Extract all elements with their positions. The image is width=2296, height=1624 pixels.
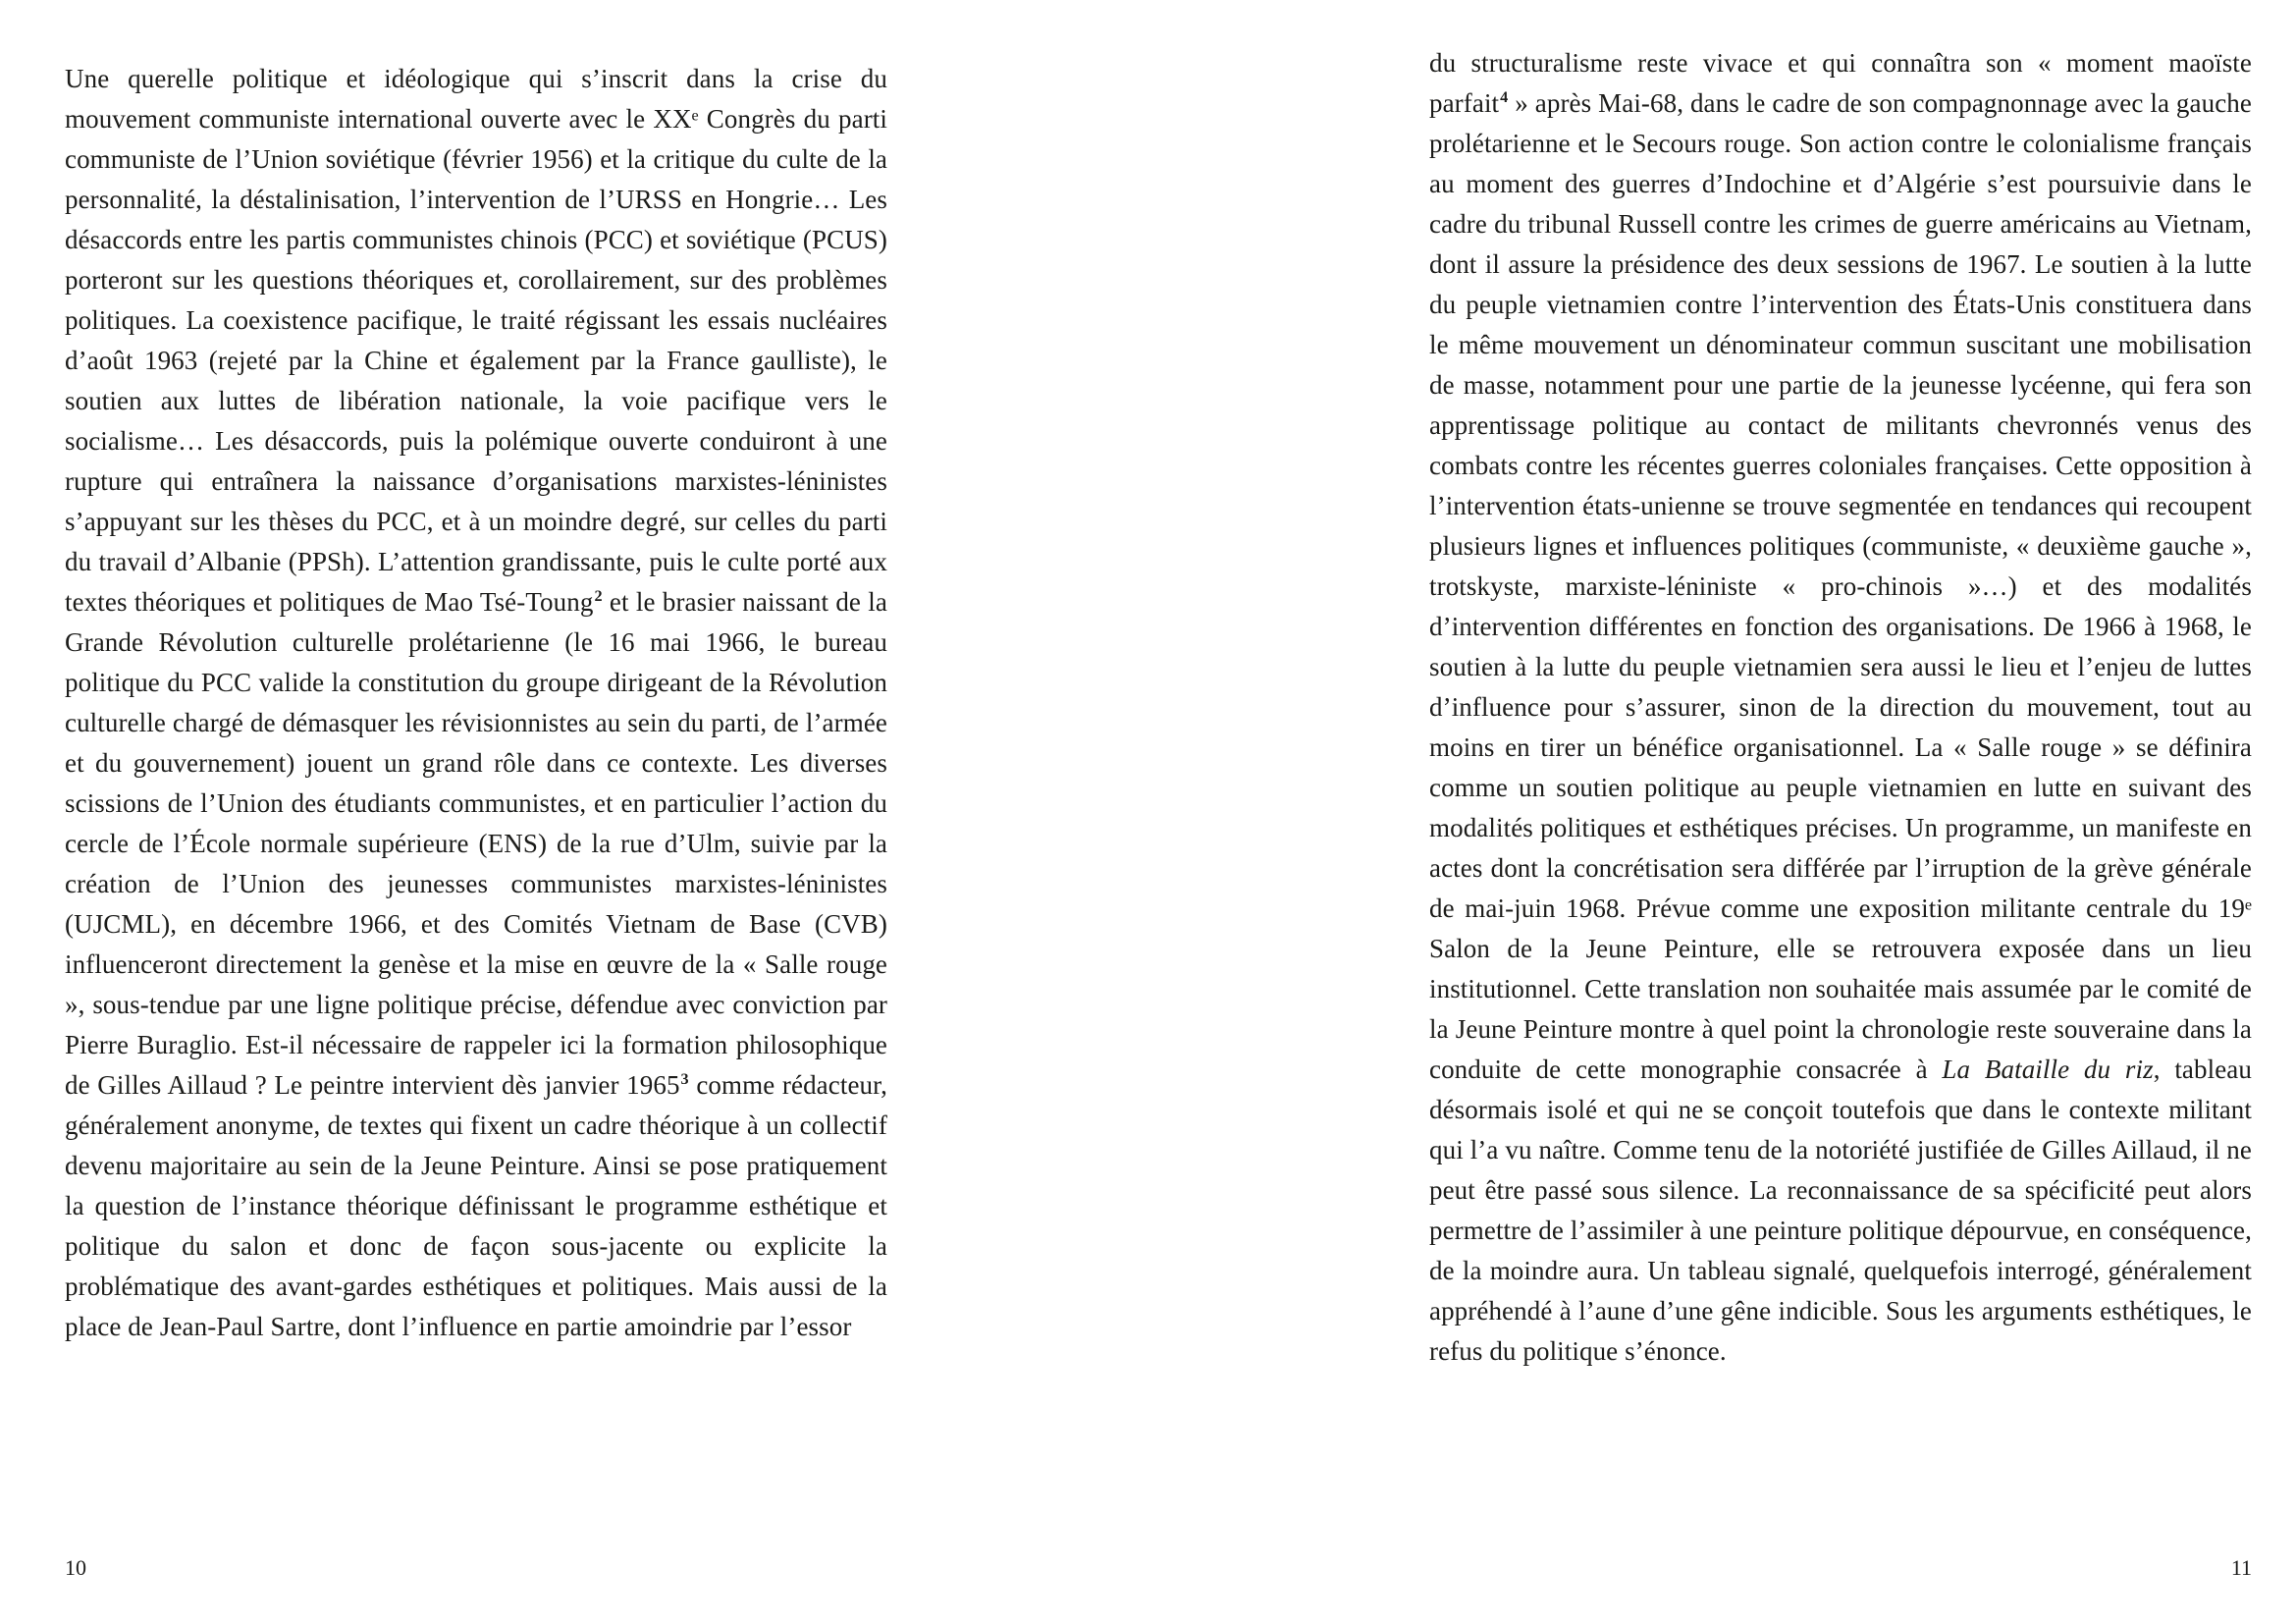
footnote-reference-4: 4 — [1500, 88, 1509, 106]
left-page-paragraph — [65, 59, 887, 1347]
text-segment: du structuralisme reste vivace et qui connaîtra son « moment maoïste parfait — [1429, 48, 2252, 118]
text-segment: Une querelle politique et idéologique qui s’inscrit dans la crise du mouvement communiste international ouverte avec le XXᵉ Congrès du parti communiste de l’Union soviétique (février 1956) et la critique du culte de la personnalité, la déstalinisation, l’intervention de l’URSS en Hongrie… Les désaccords entre les partis communistes chinois (PCC) et soviétique (PCUS) porteront sur les questions théoriques et, corollairement, sur des problèmes politiques. La coexistence pacifique, le traité régissant les essais nucléaires d’août 1963 (rejeté par la Chine et également par la France gaulliste), le soutien aux luttes de libération nationale, la voie pacifique vers le socialisme… Les désaccords, puis la polémique ouverte conduiront à une rupture qui entraînera la naissance d’organisations marxistes-léninistes s’appuyant sur les thèses du PCC, et à un moindre degré, sur celles du parti du travail d’Albanie (PPSh). L’attention grandissante, puis le culte porté aux textes théoriques et politiques de Mao Tsé-Toung — [65, 64, 887, 617]
page-number-right: 11 — [2230, 1555, 2252, 1580]
text-segment: comme rédacteur, généralement anonyme, de textes qui fixent un cadre théorique à un collectif devenu majoritaire au sein de la Jeune Peinture. Ainsi se pose pratiquement la question de l’instance théorique définissant le programme esthétique et politique du salon et donc de façon sous-jacente ou explicite la problématique des avant-gardes esthétiques et politiques. Mais aussi de la place de Jean-Paul Sartre, dont l’influence en partie amoindrie par l’essor — [65, 1070, 887, 1341]
footnote-reference-3: 3 — [680, 1070, 689, 1088]
text-segment: et le brasier naissant de la Grande Révolution culturelle prolétarienne (le 16 mai 1966, le bureau politique du PCC valide la constitution du groupe dirigeant de la Révolution culturelle chargé de démasquer les révisionnistes au sein du parti, de l’armée et du gouvernement) jouent un grand rôle dans ce contexte. Les diverses scissions de l’Union des étudiants communistes, et en particulier l’action du cercle de l’École normale supérieure (ENS) de la rue d’Ulm, suivie par la création de l’Union des jeunesses communistes marxistes-léninistes (UJCML), en décembre 1966, et des Comités Vietnam de Base (CVB) influenceront directement la genèse et la mise en œuvre de la « Salle rouge », sous-tendue par une ligne politique précise, défendue avec conviction par Pierre Buraglio. Est-il nécessaire de rappeler ici la formation philosophique de Gilles Aillaud ? Le peintre intervient dès janvier 1965 — [65, 587, 887, 1100]
book-title-italic: La Bataille du riz — [1942, 1055, 2154, 1084]
right-page-paragraph — [1429, 43, 2252, 1372]
right-page-column — [1429, 43, 2252, 1372]
page-number-left: 10 — [65, 1555, 86, 1580]
text-segment: , tableau désormais isolé et qui ne se conçoit toutefois que dans le contexte militant qui l’a vu naître. Comme tenu de la notoriété justifiée de Gilles Aillaud, il ne peut être passé sous silence. La reconnaissance de sa spécificité peut alors permettre de l’assimiler à une peinture politique dépourvue, en conséquence, de la moindre aura. Un tableau signalé, quelquefois interrogé, généralement appréhendé à l’aune d’une gêne indicible. Sous les arguments esthétiques, le refus du politique s’énonce. — [1429, 1055, 2252, 1366]
text-segment: » après Mai-68, dans le cadre de son compagnonnage avec la gauche prolétarienne et le Secours rouge. Son action contre le colonialisme français au moment des guerres d’Indochine et d’Algérie s’est poursuivie dans le cadre du tribunal Russell contre les crimes de guerre américains au Vietnam, dont il assure la présidence des deux sessions de 1967. Le soutien à la lutte du peuple vietnamien contre l’intervention des États-Unis constituera dans le même mouvement un dénominateur commun suscitant une mobilisation de masse, notamment pour une partie de la jeunesse lycéenne, qui fera son apprentissage politique au contact de militants chevronnés venus des combats contre les récentes guerres coloniales françaises. Cette opposition à l’intervention états-unienne se trouve segmentée en tendances qui recoupent plusieurs lignes et influences politiques (communiste, « deuxième gauche », trotskyste, marxiste-léniniste « pro-chinois »…) et des modalités d’intervention différentes en fonction des organisations. De 1966 à 1968, le soutien à la lutte du peuple vietnamien sera aussi le lieu et l’enjeu de luttes d’influence pour s’assurer, sinon de la direction du mouvement, tout au moins en tirer un bénéfice organisationnel. La « Salle rouge » se définira comme un soutien politique au peuple vietnamien en lutte en suivant des modalités politiques et esthétiques précises. Un programme, un manifeste en actes dont la concrétisation sera différée par l’irruption de la grève générale de mai-juin 1968. Prévue comme une exposition militante centrale du 19ᵉ Salon de la Jeune Peinture, elle se retrouvera exposée dans un lieu institutionnel. Cette translation non souhaitée mais assumée par le comité de la Jeune Peinture montre à quel point la chronologie reste souveraine dans la conduite de cette monographie consacrée à — [1429, 88, 2252, 1084]
footnote-reference-2: 2 — [594, 587, 603, 605]
left-page-column — [65, 59, 887, 1347]
